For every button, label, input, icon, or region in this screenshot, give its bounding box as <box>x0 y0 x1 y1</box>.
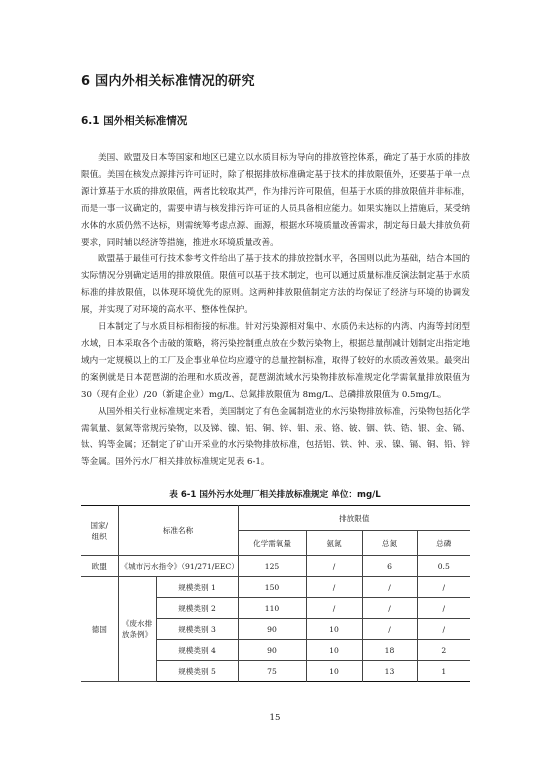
cell-tp: 1 <box>417 661 470 682</box>
page-number: 15 <box>269 713 281 723</box>
header-tn: 总氮 <box>362 531 417 556</box>
cell-ammonia: / <box>306 556 362 577</box>
cell-ammonia: 10 <box>306 619 362 640</box>
body-text <box>81 150 470 471</box>
paragraph-industry: 从国外相关行业标准规定来看，美国制定了有色金属制造业的水污染物排放标准，污染物包括化学需氧量、氨氮等常规污染物，以及锑、镍、铝、铜、锌、钼、汞、铬、铍、铟、铁、锆、银、金、镉、钛、钨等金属；还制定了矿山开采业的水污染物排放标准，包括铝、铁、钟、汞、镍、镉、铜、铅、锌等金属。国外污水厂相关排放标准规定见表 6-1。 <box>81 406 470 468</box>
cell-size-category: 规模类别 5 <box>156 661 238 682</box>
cell-cod: 90 <box>238 619 306 640</box>
cell-ammonia: 10 <box>306 640 362 661</box>
header-cod: 化学需氧量 <box>238 531 306 556</box>
table-caption: 表 6-1 国外污水处理厂相关排放标准规定 单位：mg/L <box>169 490 381 500</box>
cell-size-category: 规模类别 3 <box>156 619 238 640</box>
cell-cod: 90 <box>238 640 306 661</box>
cell-size-category: 规模类别 2 <box>156 598 238 619</box>
cell-tp: 0.5 <box>417 556 470 577</box>
cell-ammonia: 10 <box>306 661 362 682</box>
table-row <box>81 577 470 598</box>
cell-tp: / <box>417 577 470 598</box>
table-row <box>81 556 470 577</box>
table-header-row <box>81 506 470 531</box>
cell-cod: 75 <box>238 661 306 682</box>
section-heading: 6 国内外相关标准情况的研究 <box>81 74 255 89</box>
cell-tp: / <box>417 598 470 619</box>
cell-tp: 2 <box>417 640 470 661</box>
cell-tn: / <box>362 577 417 598</box>
cell-size-category: 规模类别 1 <box>156 577 238 598</box>
cell-cod: 125 <box>238 556 306 577</box>
paragraph-eu: 欧盟基于最佳可行技术参考文件给出了基于技术的排放控制水平，各国则以此为基础，结合本国的实际情况分别确定适用的排放限值。限值可以基于技术制定，也可以通过质量标准反演法制定基于水质标准的排放限值，以体现环境优先的原则。这两种排放限值制定方法的均保证了经济与环境的协调发展，并实现了对环境的高水平、整体性保护。 <box>81 254 470 316</box>
header-tp: 总磷 <box>417 531 470 556</box>
cell-tn: 18 <box>362 640 417 661</box>
cell-ammonia: / <box>306 577 362 598</box>
cell-tn: / <box>362 619 417 640</box>
cell-tn: 13 <box>362 661 417 682</box>
cell-tn: 6 <box>362 556 417 577</box>
header-limits: 排放限值 <box>238 506 470 531</box>
cell-cod: 150 <box>238 577 306 598</box>
cell-country: 德国 <box>81 577 118 682</box>
cell-size-category: 规模类别 4 <box>156 640 238 661</box>
cell-cod: 110 <box>238 598 306 619</box>
header-country: 国家/ 组织 <box>81 506 118 556</box>
paragraph-us: 美国、欧盟及日本等国家和地区已建立以水质目标为导向的排放管控体系，确定了基于水质的排放限值。美国在核发点源排污许可证时，除了根据排放标准确定基于技术的排放限值外，还要基于单一点源计算基于水质的排放限值，两者比较取其严，作为排污许可限值，但基于水质的排放限值并非标准，而是一事一议确定的，需要申请与核发排污许可证的人员具备相应能力。如果实施以上措施后，某受纳水体的水质仍然不达标，则需统筹考虑点源、面源，根据水环境质量改善需求，制定每日最大排放负荷要求，同时辅以经济等措施，推进水环境质量改善。 <box>81 153 470 248</box>
cell-tn: / <box>362 598 417 619</box>
paragraph-japan: 日本制定了与水质目标相衔接的标准。针对污染源相对集中、水质仍未达标的内湾、内海等封闭型水域，日本采取各个击破的策略，将污染控制重点放在少数污染物上，根据总量削减计划制定出指定地域内一定规模以上的工厂及企事业单位均应遵守的总量控制标准，取得了较好的水质改善效果。最突出的案例就是日本琵琶湖的治理和水质改善，琵琶湖流域水污染物排放标准规定化学需氧量排放限值为 30（现有企业）/20（新建企业）mg/L、总氮排放限值为 8mg/L、总磷排放限值为 0.5mg/L。 <box>81 322 470 400</box>
cell-standard: 《城市污水指令》（91/271/EEC） <box>118 556 238 577</box>
standards-table <box>81 505 470 682</box>
subsection-heading: 6.1 国外相关标准情况 <box>81 115 188 127</box>
cell-standard: 《废水排 放条例》 <box>118 577 156 682</box>
header-standard: 标准名称 <box>118 506 238 556</box>
cell-ammonia: / <box>306 598 362 619</box>
header-ammonia: 氨氮 <box>306 531 362 556</box>
cell-country: 欧盟 <box>81 556 118 577</box>
cell-tp: / <box>417 619 470 640</box>
